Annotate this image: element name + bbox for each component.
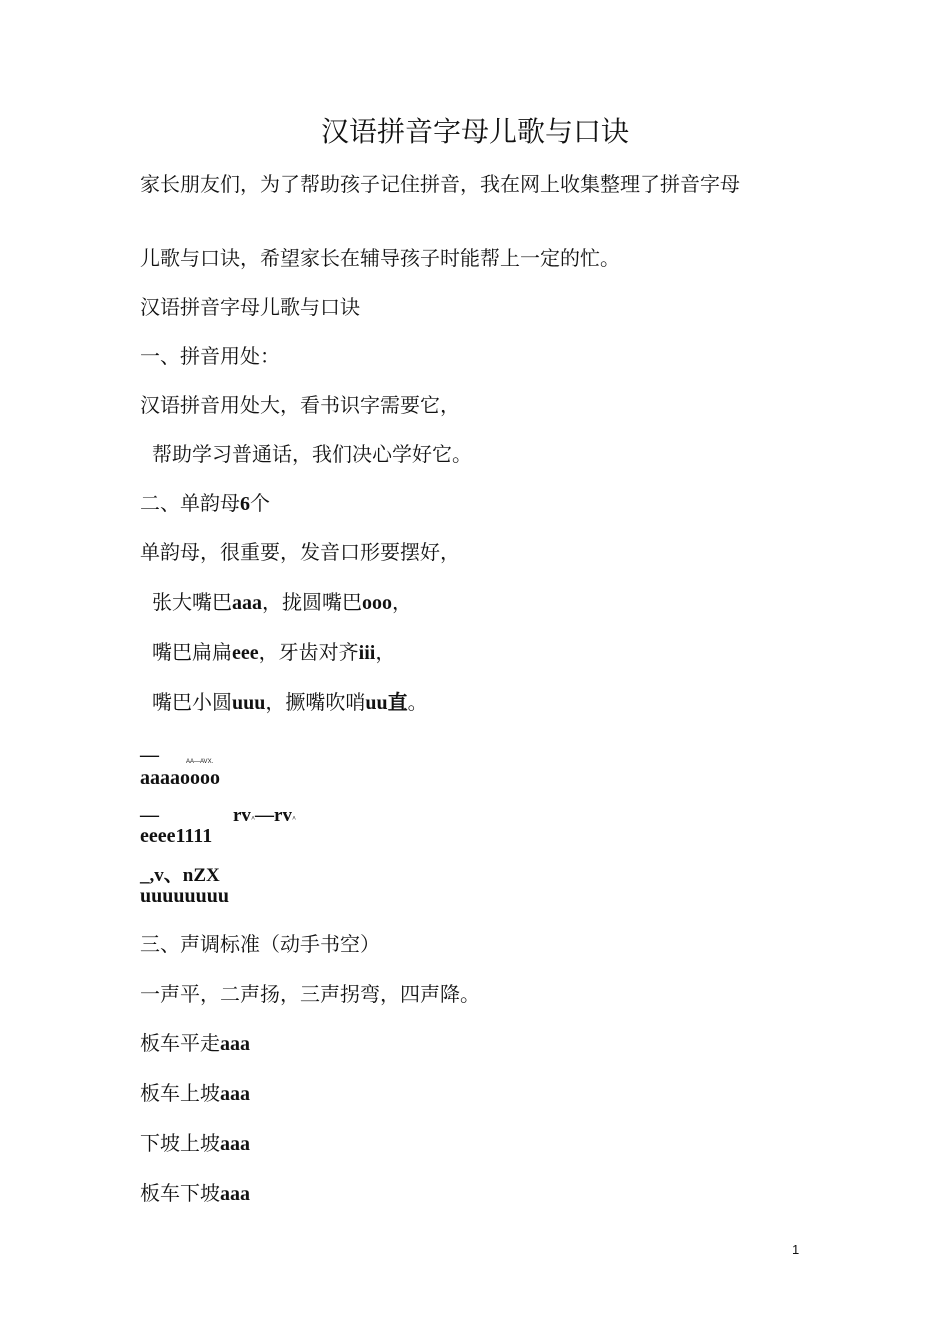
section-2-line-1: 单韵母，很重要，发音口形要摆好， [140,540,460,564]
text-span: 板车下坡 [140,1181,220,1205]
pinyin-span: uuu [232,692,266,714]
garbled-dash-2: — [140,805,159,826]
section-3-line-1: 一声平，二声扬，三声拐弯，四声降。 [140,982,480,1006]
section-1-line-2: 帮助学习普通话，我们决心学好它。 [152,442,472,466]
bold-char: 直 [387,692,408,714]
tone-line-3 [140,1131,250,1156]
section-1-heading: 一、拼音用处： [140,344,280,368]
garbled-line-a: aaaaoooo [140,767,220,789]
garbled-rv: —rv [255,805,292,826]
pinyin-span: ooo [362,592,392,614]
section-1-line-1: 汉语拼音用处大，看书识字需要它， [140,393,460,417]
section-2-heading-text: 二、单韵母 [140,491,240,515]
text-span: 嘴巴扁扁 [152,640,232,664]
pinyin-span: iii [358,642,376,664]
garbled-line-u: uuuuuuuu [140,885,229,907]
text-span: 张大嘴巴 [152,590,232,614]
text-span: 。 [407,690,428,714]
pinyin-span: aaa [220,1083,250,1105]
section-2-heading-suffix: 个 [250,491,270,515]
text-span: 板车平走 [140,1031,220,1055]
page-number: 1 [792,1242,800,1257]
tone-line-1 [140,1031,250,1056]
text-span: ，拢圆嘴巴 [262,590,362,614]
text-span: ， [375,640,396,664]
garbled-sub: ^ [291,815,297,823]
pinyin-span: aaa [220,1183,250,1205]
garbled-tiny-text: AA—AVX. [186,759,214,765]
text-span: 嘴巴小圆 [152,690,232,714]
tone-line-4 [140,1181,250,1206]
garbled-rv-line [233,804,296,831]
section-2-line-4 [152,690,428,715]
garbled-sub: ^ [250,815,256,823]
text-span: ， [392,590,412,614]
subtitle: 汉语拼音字母儿歌与口诀 [140,295,360,319]
pinyin-span: uu [365,692,388,714]
pinyin-span: aaa [220,1133,250,1155]
section-3-heading: 三、声调标准（动手书空） [140,932,380,956]
garbled-dash-1: — [140,745,159,766]
intro-paragraph-1: 家长朋友们，为了帮助孩子记住拼音，我在网上收集整理了拼音字母 [140,172,740,196]
pinyin-span: aaa [232,592,262,614]
text-span: 下坡上坡 [140,1131,220,1155]
garbled-top-line: _,v、nZX [140,865,220,886]
section-2-line-3 [152,640,395,665]
document-title: 汉语拼音字母儿歌与口诀 [320,115,629,148]
tone-line-2 [140,1081,250,1106]
garbled-line-e: eeee1111 [140,825,213,847]
intro-paragraph-2: 儿歌与口诀，希望家长在辅导孩子时能帮上一定的忙。 [140,246,620,270]
pinyin-span: aaa [220,1033,250,1055]
pinyin-span: eee [232,642,259,664]
garbled-rv: rv [233,805,251,826]
section-2-heading [140,491,270,516]
section-2-line-2 [152,590,412,615]
text-span: 板车上坡 [140,1081,220,1105]
text-span: ，撅嘴吹哨 [265,690,366,714]
section-2-heading-number: 6 [240,493,250,515]
text-span: ，牙齿对齐 [258,640,359,664]
